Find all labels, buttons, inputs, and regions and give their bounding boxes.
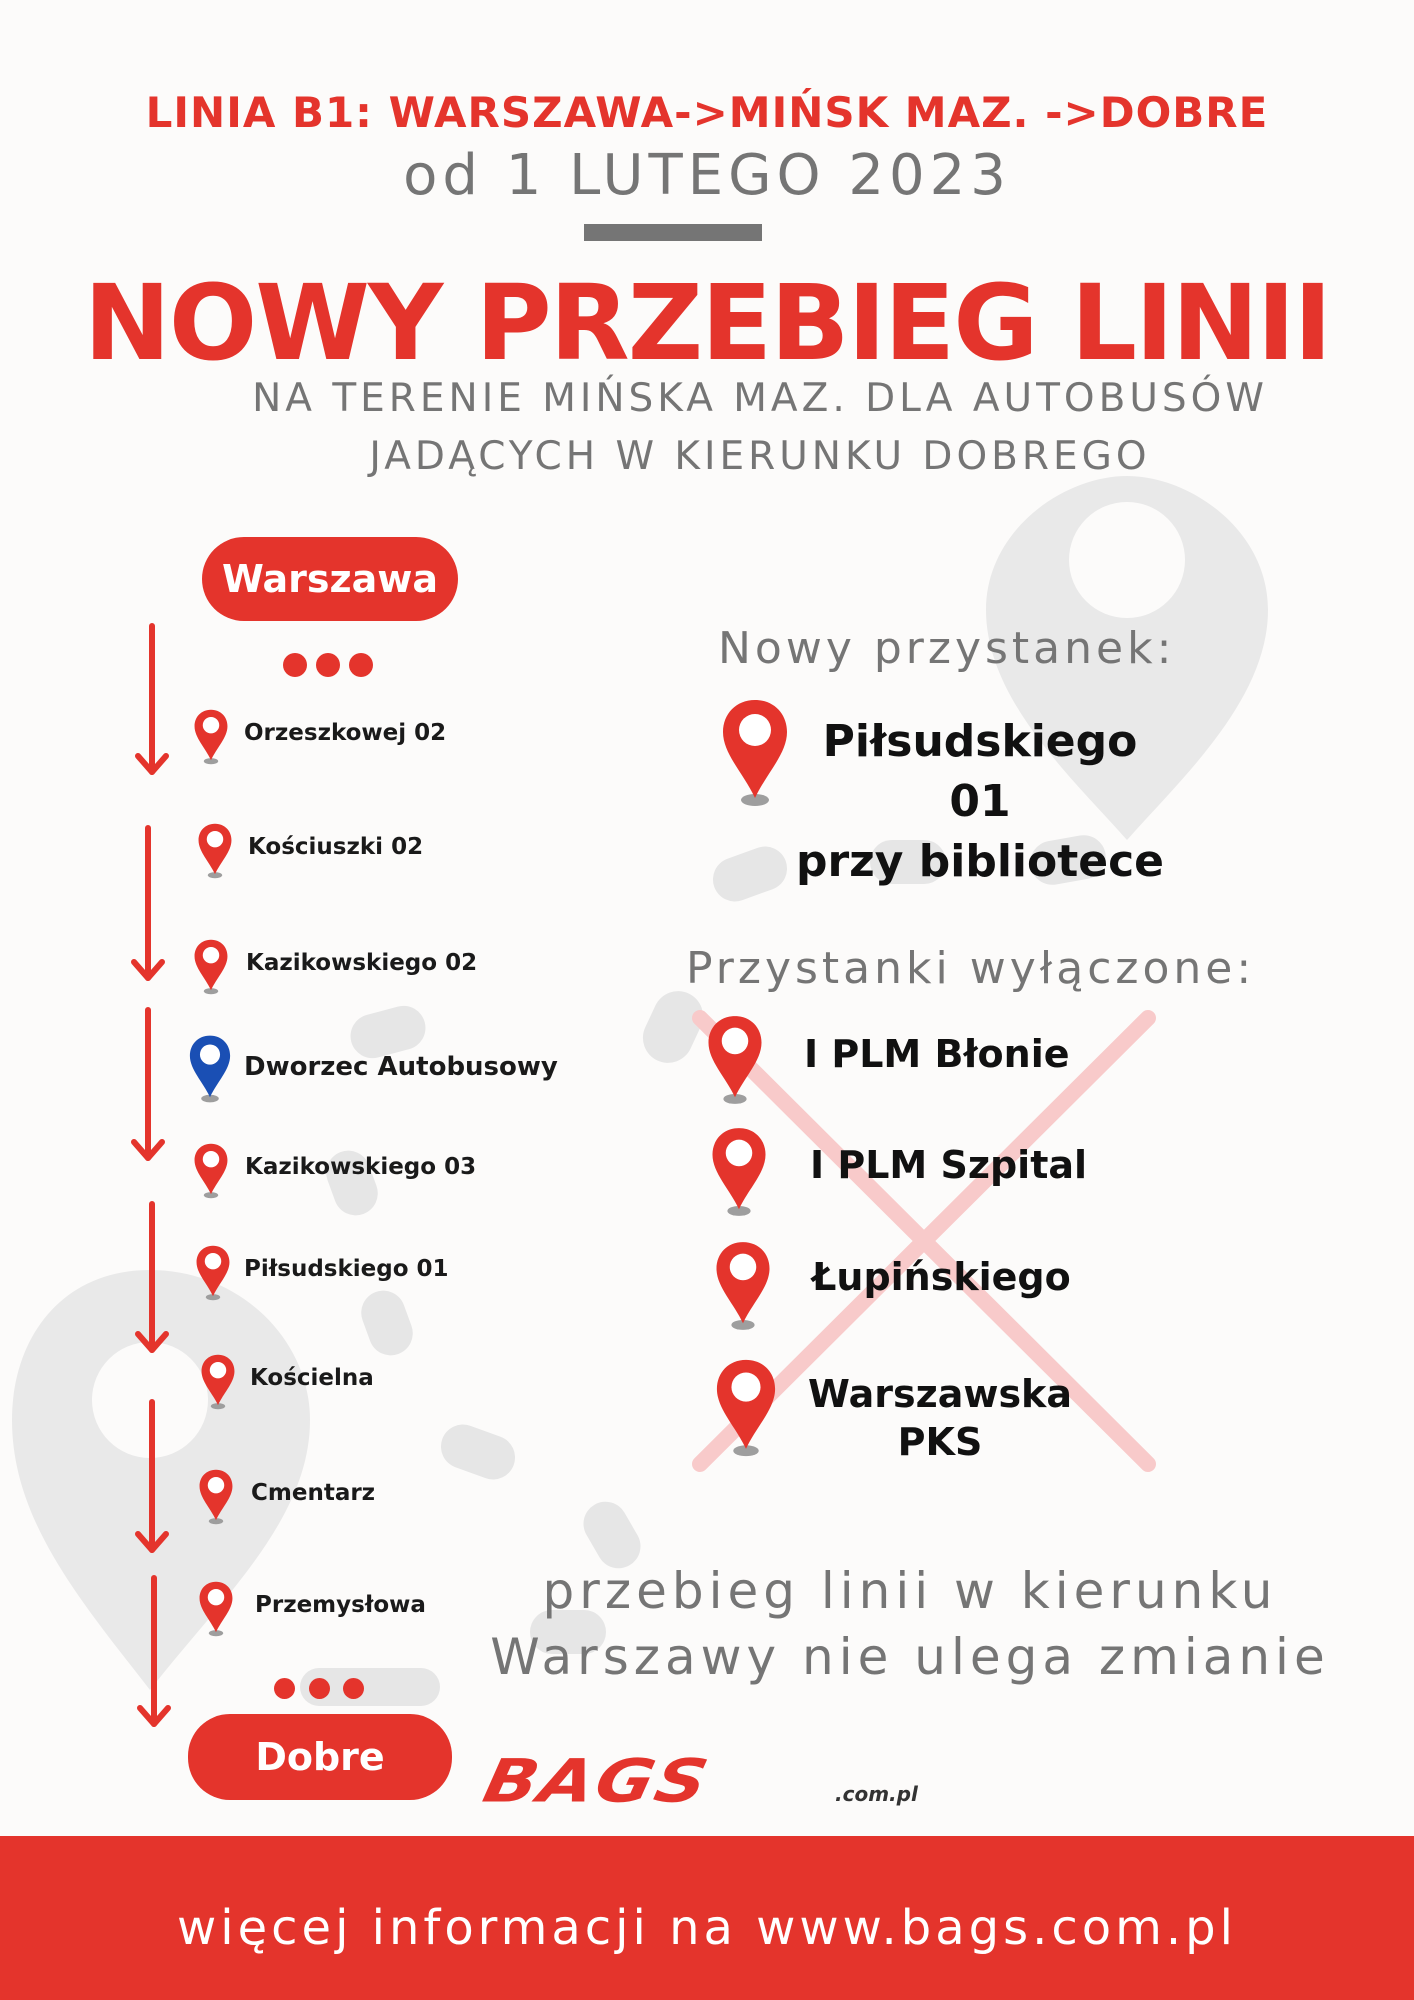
map-pin-icon <box>198 1580 234 1642</box>
route-end-pill: Dobre <box>188 1714 452 1800</box>
footer-link[interactable]: więcej informacji na www.bags.com.pl <box>177 1900 1237 1956</box>
subtitle <box>190 370 1330 486</box>
map-pin-icon <box>193 938 229 1000</box>
bus-station-pin-icon <box>188 1034 232 1108</box>
new-stop-line-1: Piłsudskiego 01 <box>822 716 1138 827</box>
new-stop-heading: Nowy przystanek: <box>718 623 1176 674</box>
down-arrow-icon <box>138 1402 166 1550</box>
route-stop-label: Orzeszkowej 02 <box>244 720 447 746</box>
title-divider <box>584 224 762 241</box>
removed-stop-item <box>800 1370 1080 1466</box>
subtitle-line-2: JADĄCYCH W KIERUNKU DOBREGO <box>369 434 1151 479</box>
map-pin-icon <box>200 1353 236 1415</box>
main-title: NOWY PRZEBIEG LINII <box>83 262 1331 384</box>
map-pin-icon <box>710 1126 768 1222</box>
line-title: LINIA B1: WARSZAWA->MIŃSK MAZ. ->DOBRE <box>145 88 1269 137</box>
map-pin-icon <box>195 1244 231 1306</box>
new-stop-line-2: przy bibliotece <box>795 836 1165 887</box>
route-stop-label: Piłsudskiego 01 <box>244 1256 449 1282</box>
map-pin-icon <box>193 708 229 770</box>
removed-stop-line-1: Warszawska <box>808 1372 1072 1416</box>
route-stop-label: Dworzec Autobusowy <box>244 1052 558 1082</box>
removed-stops-heading: Przystanki wyłączone: <box>686 943 1256 994</box>
down-arrow-icon <box>134 828 162 978</box>
direction-note <box>470 1558 1350 1690</box>
map-pin-icon <box>706 1014 764 1110</box>
route-stop-label: Przemysłowa <box>255 1592 426 1618</box>
down-arrow-icon <box>138 626 166 772</box>
bags-logo-domain: .com.pl <box>835 1782 918 1806</box>
date-title: od 1 LUTEGO 2023 <box>403 143 1011 208</box>
down-arrow-icon <box>140 1578 168 1724</box>
removed-stop-item: I PLM Błonie <box>804 1032 1070 1076</box>
map-pin-icon <box>720 698 790 808</box>
route-stop-label: Kościuszki 02 <box>248 834 424 860</box>
map-pin-icon <box>714 1358 778 1458</box>
new-stop-name <box>790 712 1170 892</box>
route-stop-label: Kazikowskiego 03 <box>245 1154 477 1180</box>
ellipsis-dots <box>274 1678 364 1704</box>
subtitle-line-1: NA TERENIE MIŃSKA MAZ. DLA AUTOBUSÓW <box>252 376 1268 421</box>
route-stop-label: Kościelna <box>250 1365 374 1391</box>
down-arrow-icon <box>138 1204 166 1350</box>
route-start-pill: Warszawa <box>202 537 458 621</box>
map-pin-icon <box>193 1142 229 1204</box>
removed-stop-line-2: PKS <box>897 1420 983 1464</box>
ellipsis-dots <box>283 653 373 679</box>
route-stop-label: Kazikowskiego 02 <box>246 950 478 976</box>
map-pin-icon <box>198 1468 234 1530</box>
direction-note-line-2: Warszawy nie ulega zmianie <box>490 1628 1330 1686</box>
bags-logo: BAGS <box>477 1746 716 1816</box>
map-pin-icon <box>714 1240 772 1336</box>
map-pin-icon <box>197 822 233 884</box>
down-arrow-icon <box>134 1010 162 1158</box>
removed-stop-item: I PLM Szpital <box>810 1143 1088 1187</box>
direction-note-line-1: przebieg linii w kierunku <box>542 1562 1278 1620</box>
removed-stop-item: Łupińskiego <box>812 1255 1071 1299</box>
route-stop-label: Cmentarz <box>251 1480 376 1506</box>
